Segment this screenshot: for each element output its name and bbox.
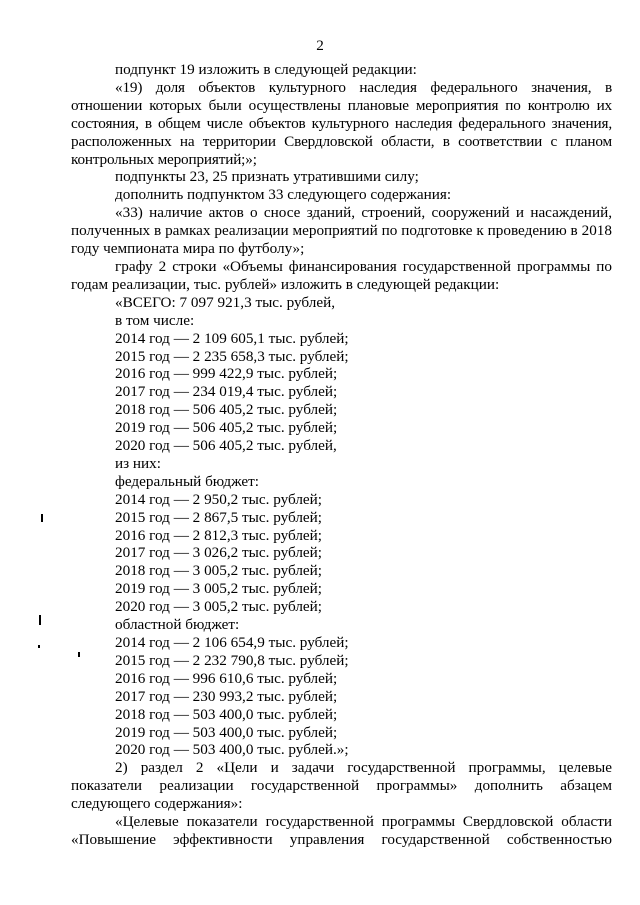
list-item: 2020 год — 506 405,2 тыс. рублей, [115,437,337,455]
list-item: 2019 год — 506 405,2 тыс. рублей; [115,419,338,437]
list-item: 2017 год — 230 993,2 тыс. рублей; [115,687,338,705]
list-item: 2015 год — 2 235 658,3 тыс. рублей; [115,347,349,365]
regional-by-year-list [71,634,612,759]
list-item: 2014 год — 2 950,2 тыс. рублей; [115,490,323,508]
document-body [71,61,612,849]
regional-budget-label: областной бюджет: [115,616,240,634]
list-item: 2014 год — 2 106 654,9 тыс. рублей; [115,634,349,651]
page-number: 2 [316,37,324,54]
list-item: 2020 год — 503 400,0 тыс. рублей.»; [115,741,349,759]
list-item: 2015 год — 2 867,5 тыс. рублей; [115,508,323,526]
paragraph-subpoint-19-text: «19) доля объектов культурного наследия федерального значения, в отношении которых были осуществлены плановые мероприятия по контролю их состояния, в общем числе объектов культурного наследия федерального значения, расположенных на территории Свердловской области, в соответствии с планом контрольных мероприятий;»; [71,78,612,168]
scan-speck [78,652,80,657]
paragraph-add-subpoint-33: дополнить подпунктом 33 следующего содержания: [115,186,452,204]
from-them-label: из них: [115,454,161,472]
total-financing: «ВСЕГО: 7 097 921,3 тыс. рублей, [115,293,336,311]
list-item: 2016 год — 999 422,9 тыс. рублей; [115,365,338,383]
list-item: 2016 год — 996 610,6 тыс. рублей; [115,669,338,687]
including-label: в том числе: [115,311,195,329]
scan-speck [39,615,41,625]
list-item: 2020 год — 3 005,2 тыс. рублей; [115,598,323,616]
list-item: 2019 год — 503 400,0 тыс. рублей; [115,723,338,741]
list-item: 2018 год — 506 405,2 тыс. рублей; [115,401,338,419]
list-item: 2016 год — 2 812,3 тыс. рублей; [115,526,323,544]
list-item: 2017 год — 3 026,2 тыс. рублей; [115,544,323,562]
paragraph-subpoint-33-text: «33) наличие актов о сносе зданий, строений, сооружений и насаждений, полученных в рамках реализации мероприятий по подготовке к проведению в 2018 году чемпионата мира по футболу»; [71,204,612,258]
paragraph-financing-column: графу 2 строки «Объемы финансирования государственной программы по годам реализации, тыс. рублей» изложить в следующей редакции: [71,257,612,293]
total-by-year-list [71,330,612,455]
scan-speck [41,514,43,522]
list-item: 2018 год — 503 400,0 тыс. рублей; [115,705,338,723]
paragraph-subpoints-23-25: подпункты 23, 25 признать утратившими силу; [115,168,419,186]
paragraph-section-2: 2) раздел 2 «Цели и задачи государственной программы, целевые показатели реализации государственной программы» дополнить абзацем следующего содержания»: [71,759,612,813]
scan-speck [38,645,40,648]
paragraph-subpoint-19-intro: подпункт 19 изложить в следующей редакции: [115,61,417,78]
list-item: 2018 год — 3 005,2 тыс. рублей; [115,562,323,580]
list-item: 2015 год — 2 232 790,8 тыс. рублей; [115,651,349,669]
list-item: 2014 год — 2 109 605,1 тыс. рублей; [115,329,349,347]
paragraph-target-indicators: «Целевые показатели государственной программы Свердловской области «Повышение эффективности управления государственной собственностью [71,813,612,848]
federal-budget-label: федеральный бюджет: [115,472,259,490]
list-item: 2019 год — 3 005,2 тыс. рублей; [115,580,323,598]
federal-by-year-list [71,491,612,616]
list-item: 2017 год — 234 019,4 тыс. рублей; [115,383,338,401]
